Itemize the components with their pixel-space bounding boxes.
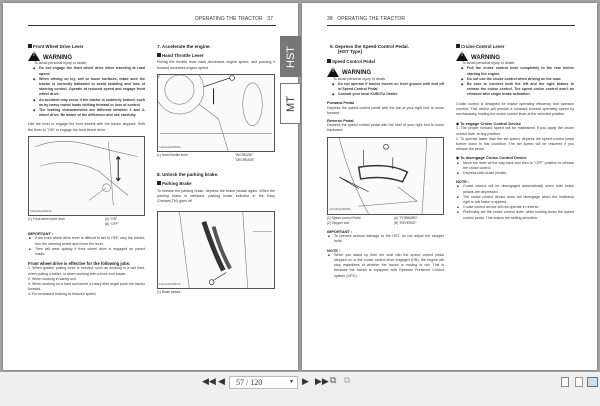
note-list bbox=[456, 184, 574, 220]
page-select[interactable] bbox=[229, 376, 298, 389]
body-text: To release the parking brake, depress the brake pedals again. When the parking brake is released, parking brake indicator in the Easy Checker(TM) goes off. bbox=[157, 188, 275, 204]
right-page bbox=[302, 3, 597, 370]
disengage-title: ◆ To disengage Cruise Control Device bbox=[456, 155, 527, 161]
dropdown-arrow-icon: ▼ bbox=[289, 380, 294, 385]
body-text: Cruise control is designed for tractor operating efficiency and operator comfort. This device will provide a constant forward operating speed by mechanically holding the cruise control lever at the selected position. bbox=[456, 101, 574, 117]
hand-throttle-figure bbox=[157, 74, 275, 152]
page-indicator: 57 / 120 bbox=[236, 378, 263, 387]
caption-text: "DECREASE" bbox=[235, 158, 255, 163]
warning-item: ◆ Be sure to connect both the left and the right brakes to release the cruise control. The speed cruise control won't be released with single brake activation. bbox=[460, 82, 574, 98]
throttle-illustration bbox=[158, 75, 274, 151]
front-wheel-drive-figure bbox=[28, 136, 145, 216]
caption-text: (B) "REVERSE" bbox=[394, 220, 417, 225]
caption-text: (A) "ON" bbox=[105, 216, 118, 221]
caption-text: (B) "OFF" bbox=[105, 222, 119, 227]
figure-code: 1AGAAAAAP021A bbox=[30, 209, 52, 213]
note-label: NOTE : bbox=[327, 247, 341, 253]
body-text: Pulling the throttle lever back decreases engine speed, and pushing it forward increases engine speed. bbox=[157, 60, 275, 70]
warning-item: ◆ Pull the cruise control lever completely to the rear before starting the engine. bbox=[460, 66, 574, 76]
warning-item: ◆ Do not operate if tractor moves on level ground with foot off of Speed Control Pedal. bbox=[331, 82, 444, 92]
step-heading: 7. Accelerate the engine. bbox=[157, 44, 211, 49]
warning-icon bbox=[28, 51, 40, 61]
important-label: IMPORTANT : bbox=[327, 229, 353, 235]
jobs-list bbox=[28, 266, 145, 297]
continuous-view-icon[interactable] bbox=[575, 377, 583, 387]
section-title: Hand Throttle Lever bbox=[157, 53, 275, 58]
figure-caption bbox=[157, 153, 275, 163]
brake-pedal-figure bbox=[157, 211, 275, 289]
warning-item: ◆ The braking characteristics are different between 2 and 4-wheel drive. Be aware of the difference and use carefully. bbox=[32, 108, 145, 118]
figure-caption bbox=[28, 217, 145, 227]
warning-list bbox=[456, 66, 574, 97]
tab-label: MT bbox=[284, 95, 297, 112]
warning-label: WARNING bbox=[43, 55, 72, 61]
jobs-title: Front wheel drive is effective for the following jobs: bbox=[28, 261, 131, 267]
note-list bbox=[327, 253, 444, 279]
note-label: NOTE : bbox=[456, 179, 470, 185]
note-item: ■ Cruise control device will not operate in reverse. bbox=[456, 205, 574, 210]
warning-intro: To avoid personal injury or death: bbox=[333, 76, 386, 81]
figure-caption bbox=[327, 216, 444, 226]
first-page-icon[interactable]: ◀◀ bbox=[202, 376, 216, 386]
figure-code: 1AGAAAAAP020A bbox=[159, 145, 181, 149]
forward-pedal-title: Forward Pedal bbox=[327, 100, 354, 106]
warning-icon bbox=[327, 67, 339, 77]
important-item: ■ If the front wheel drive lever is difficult to set to OFF, stop the tractor, turn the steering wheel and move the lever. bbox=[28, 236, 145, 246]
warning-intro: To avoid personal injury or death: bbox=[462, 61, 515, 66]
warning-label: WARNING bbox=[471, 55, 500, 61]
copy-icon[interactable]: ⧉ bbox=[344, 375, 351, 385]
disengage-item: ■ Depress both brake pedals. bbox=[456, 171, 574, 176]
caption-text: (1) Front wheel drive lever bbox=[28, 216, 66, 221]
figure-code: 1AGAPCAAP005A bbox=[329, 208, 351, 212]
tab-label: HST bbox=[284, 45, 297, 68]
previous-page-icon[interactable]: ◀ bbox=[218, 376, 225, 386]
warning-item: ◆ An accident may occur if the tractor is suddenly braked, such as by heavy towed loads shifting forward or loss of control. bbox=[32, 98, 145, 108]
brake-illustration bbox=[158, 212, 274, 288]
important-list bbox=[327, 234, 444, 244]
caption-text: (2) Stopper bolt bbox=[327, 220, 349, 225]
important-item: ■ Tires will wear quickly if front wheel drive is engaged on paved roads. bbox=[28, 247, 145, 257]
warning-item: ◆ When driving on icy, wet or loose surfaces, make sure the tractor is correctly ballasted to avoid skidding and loss of steering control. Operate at reduced speed and engage front wheel drive. bbox=[32, 77, 145, 98]
engage-title: ◆ To engage Cruise Control Device bbox=[456, 121, 521, 127]
section-title: Speed Control Pedal bbox=[327, 59, 444, 64]
last-page-icon[interactable]: ▶▶ bbox=[315, 376, 329, 386]
note-item: ■ Cruise control will be disengaged automatically when both brake pedals are depressed. bbox=[456, 184, 574, 194]
section-title: Cruise Control Lever bbox=[456, 44, 574, 49]
caption-text: (A) "FORWARD" bbox=[394, 215, 418, 220]
page-number: 37 bbox=[267, 16, 273, 22]
job-item: 4. For increased braking at reduced speed. bbox=[28, 292, 97, 297]
warning-list bbox=[28, 66, 145, 118]
job-item: 1. When greater pulling force is needed, such as working in a wet field, when pulling a trailer, or when working with a front-end loader. bbox=[28, 266, 145, 276]
important-label: IMPORTANT : bbox=[28, 231, 54, 237]
warning-item: ◆ Consult your local KUBOTA Dealer. bbox=[331, 92, 444, 97]
note-item: ■ The cruise control device does not disengage when the individual right or left brake is applied. bbox=[456, 195, 574, 205]
left-column-1 bbox=[28, 41, 145, 298]
warning-label: WARNING bbox=[342, 70, 371, 77]
section-title: Front Wheel Drive Lever bbox=[28, 44, 145, 49]
page-header bbox=[327, 16, 405, 22]
left-page bbox=[3, 3, 298, 370]
reverse-pedal-title: Reverse Pedal bbox=[327, 118, 354, 124]
section-title: Parking Brake bbox=[157, 181, 275, 186]
warning-item: ◆ Do not use the cruise control when driving on the road. bbox=[460, 77, 574, 82]
viewer-toolbar bbox=[0, 372, 600, 406]
two-page-view-icon[interactable] bbox=[587, 377, 598, 387]
body-text: Use the lever to engage the front wheels with the tractor stopped. Shift the lever to "ON" to engage the front wheel drive. bbox=[28, 122, 145, 132]
caption-text: (1) Brake pedals bbox=[157, 290, 181, 295]
figure-code: 1AGAAAAAP027A bbox=[159, 283, 181, 287]
body-text: Depress the speed control pedal with the heel of your right foot to move backward. bbox=[327, 123, 444, 133]
job-item: 3. When working on a hard soil where a rotary tiller might push the tractor forward. bbox=[28, 282, 145, 292]
disengage-item: ■ Move the lever all the way back and then to "OFF" position to release the cruise control. bbox=[456, 161, 574, 171]
warning-list bbox=[327, 82, 444, 98]
warning-heading bbox=[327, 67, 444, 77]
note-item: ■ When you stand up from the seat with the speed control pedal stepped on or the cruise control lever engaged (ON), the engine will stop regardless of whether the tractor is moving or not. This is because the tractor is equipped with Operator Presence Control system (OPC). bbox=[327, 253, 444, 279]
next-page-icon[interactable]: ▶ bbox=[302, 376, 309, 386]
rotate-icon[interactable]: ⧉ bbox=[330, 375, 337, 385]
header-title: OPERATING THE TRACTOR bbox=[194, 16, 263, 22]
pedal-illustration bbox=[328, 138, 443, 214]
step-heading: 9. Depress the Speed Control Pedal. bbox=[330, 44, 409, 49]
engage-title-text: To engage Cruise Control Device bbox=[460, 121, 521, 127]
warning-heading bbox=[456, 51, 574, 61]
caption-text: (1) Hand throttle lever bbox=[157, 152, 188, 157]
right-column-2 bbox=[456, 41, 574, 221]
disengage-title-text: To disengage Cruise Control Device bbox=[460, 155, 527, 161]
important-list bbox=[28, 236, 145, 257]
header-rule bbox=[28, 25, 276, 26]
header-title: OPERATING THE TRACTOR bbox=[337, 16, 406, 22]
engage-step: 2. To operate faster than the set speed, depress the speed control pedal further down in this condition. The set speed will be resumed if you release the pedal. bbox=[456, 136, 574, 152]
page-number: 38 bbox=[327, 16, 333, 22]
figure-caption bbox=[157, 290, 275, 295]
note-item: ■ Preferably set the cruise control lever, while holding down the speed control pedal. This makes the setting smoother. bbox=[456, 210, 574, 220]
step-heading: 8. Unlock the parking brake. bbox=[157, 172, 219, 178]
left-column-2 bbox=[157, 41, 275, 295]
warning-heading bbox=[28, 51, 145, 61]
header-rule bbox=[327, 25, 575, 26]
warning-intro: To avoid personal injury or death: bbox=[34, 61, 87, 66]
caption-text: (1) Speed control Pedal bbox=[327, 215, 361, 220]
lever-illustration bbox=[29, 137, 144, 215]
tab-mt[interactable] bbox=[280, 83, 301, 124]
single-page-view-icon[interactable] bbox=[561, 377, 569, 387]
body-text: Depress the speed control pedal with the toe of your right foot to move forward. bbox=[327, 105, 444, 115]
speed-pedal-figure bbox=[327, 137, 444, 215]
job-item: 2. When working in sandy soil. bbox=[28, 276, 77, 281]
engage-step: 1. The proper forward speed will be maintained if you apply the cruise control lever at any position. bbox=[456, 126, 574, 136]
page-header bbox=[195, 16, 273, 22]
caption-text: "INCREASE" bbox=[235, 152, 254, 157]
tab-hst[interactable] bbox=[280, 36, 301, 77]
warning-icon bbox=[456, 51, 468, 61]
important-item: ■ To prevent serious damage to the HST, do not adjust the stopper bolts. bbox=[327, 234, 444, 244]
right-column-1 bbox=[327, 42, 444, 279]
disengage-list bbox=[456, 161, 574, 177]
step-subheading: [HST Type] bbox=[338, 49, 362, 55]
warning-item: ◆ Do not engage the front wheel drive when traveling at road speed. bbox=[32, 66, 145, 76]
